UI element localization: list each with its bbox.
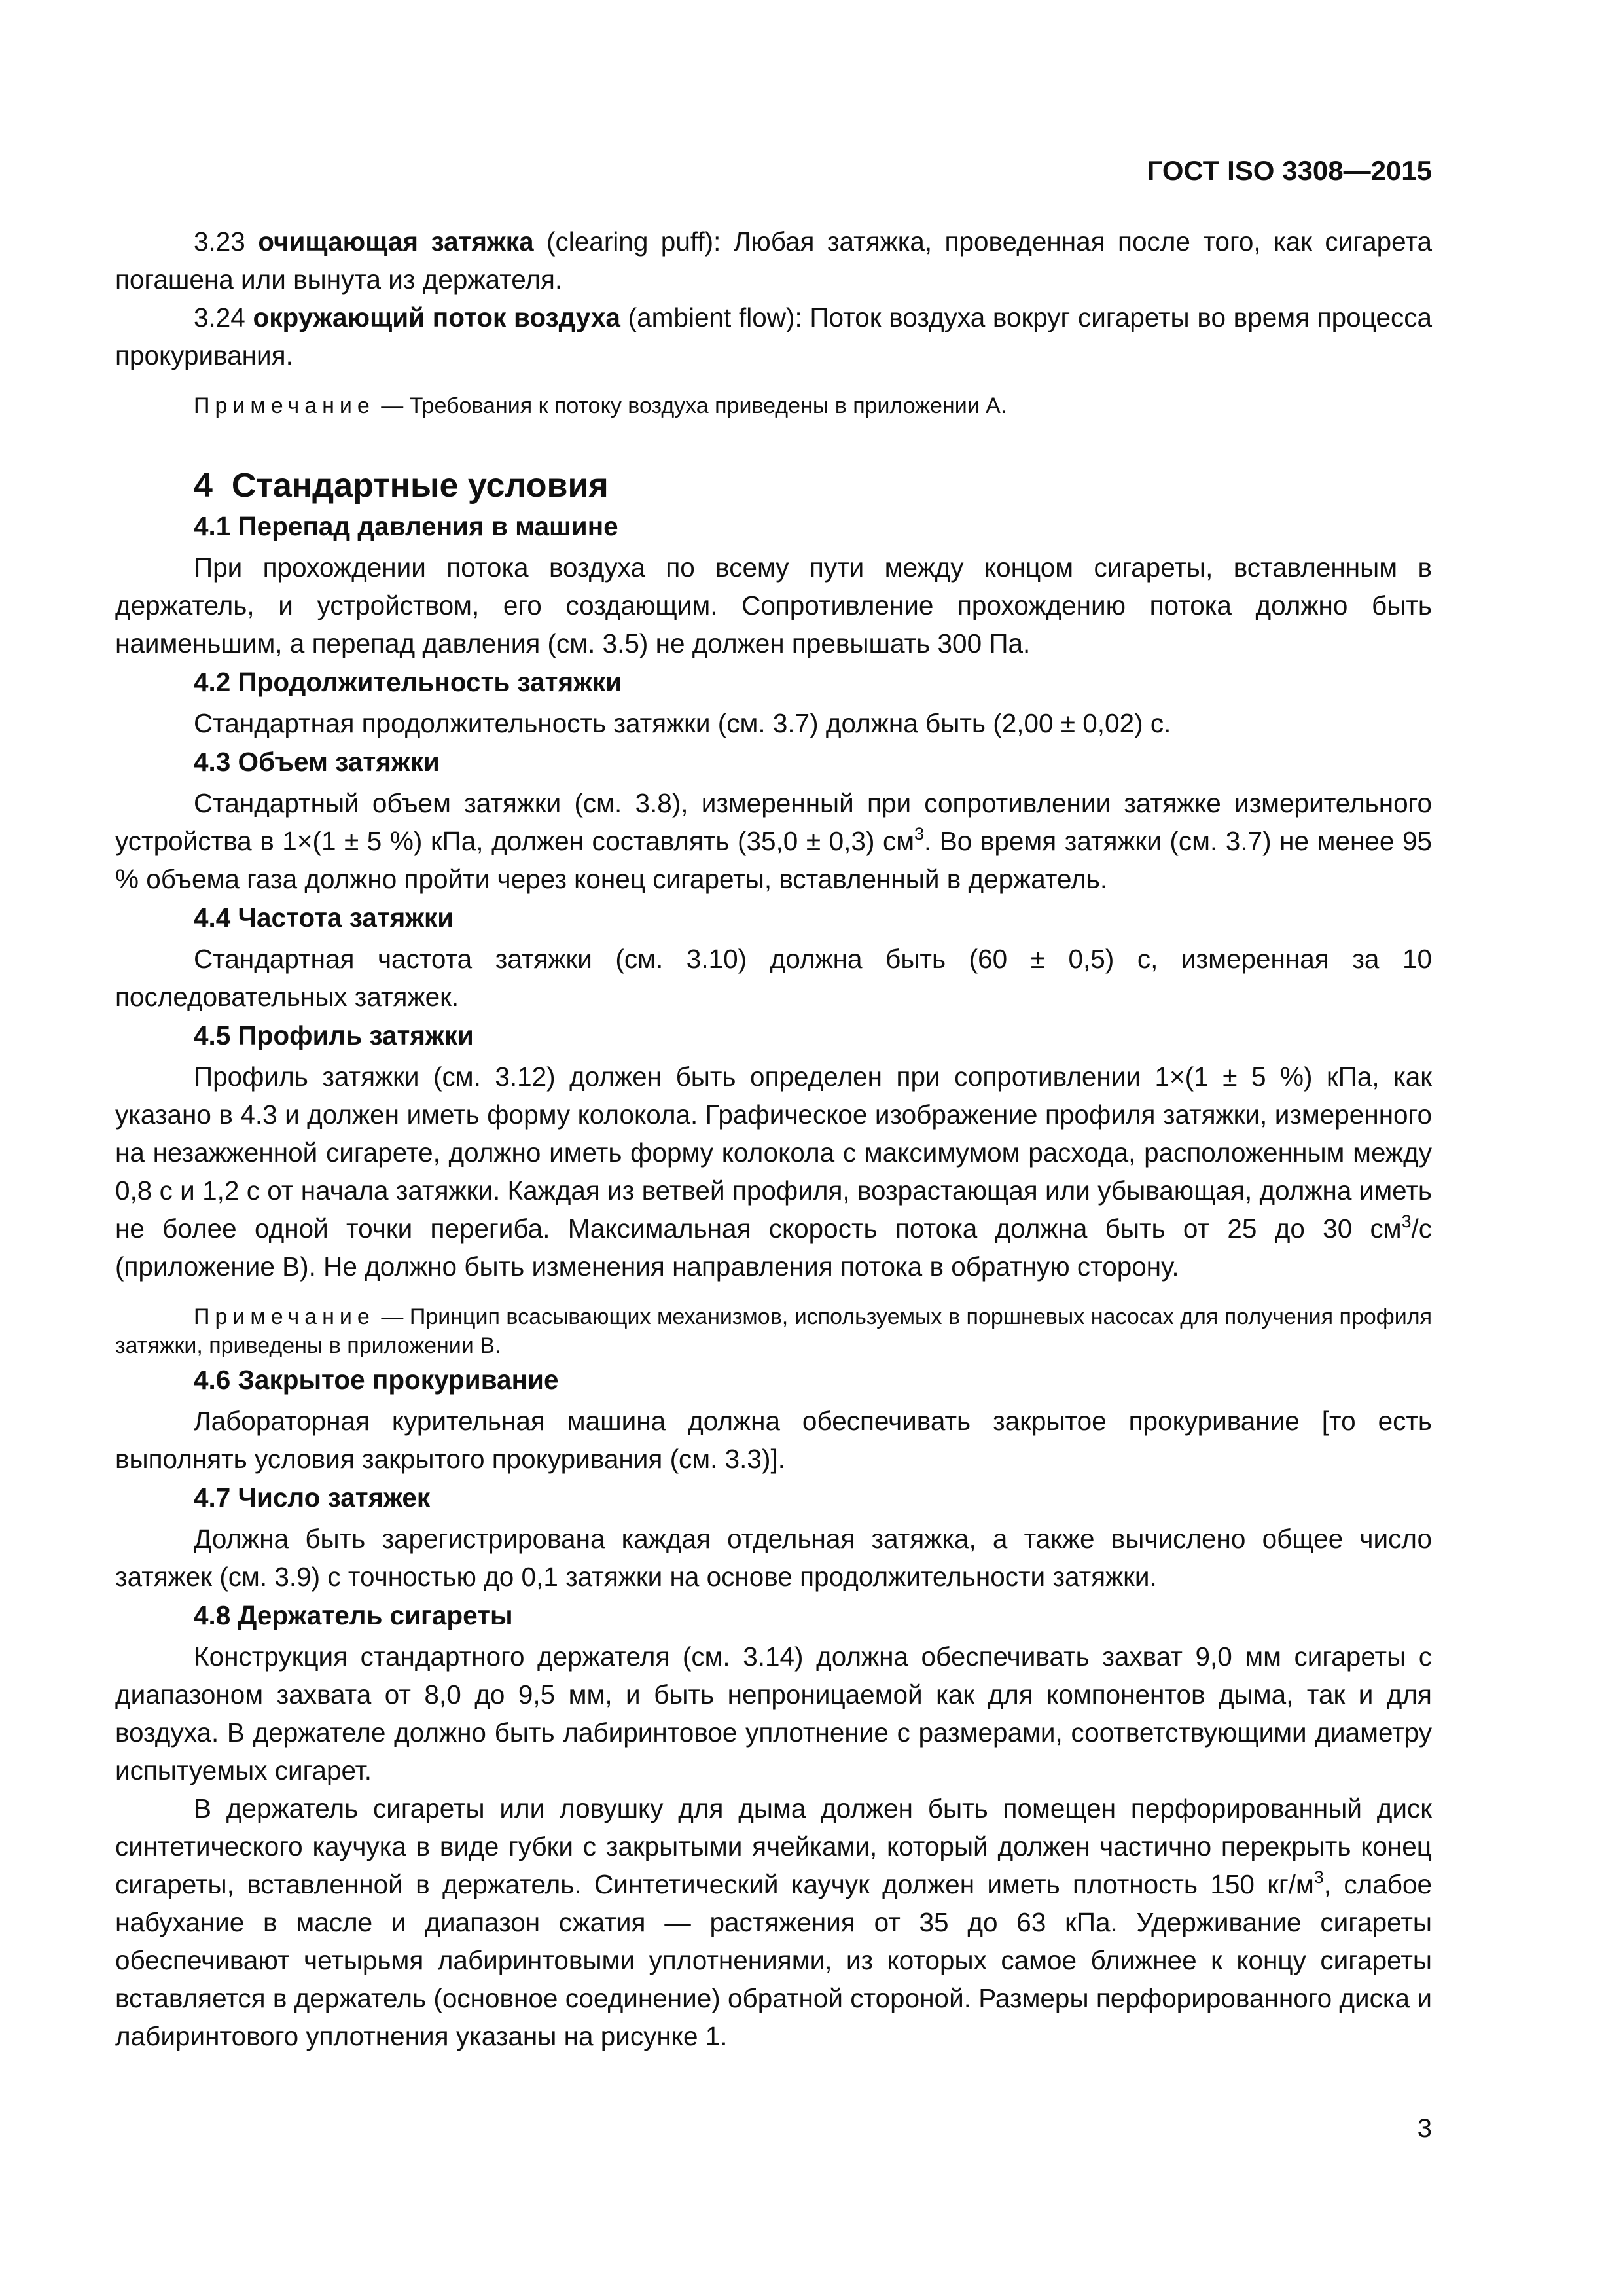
subsection-heading-4-2: 4.2 Продолжительность затяжки [194, 667, 622, 697]
term-name: окружающий поток воздуха [253, 302, 620, 332]
subsection-text-4-1: При прохождении потока воздуха по всему пути между концом сигареты, вставленным в держатель, и устройством, его создающим. Сопротивление прохождению потока должно быть наименьшим, а перепад давления (см. 3.5) не должен превышать 300 Па. [115, 552, 1432, 658]
subsection-heading-4-5: 4.5 Профиль затяжки [194, 1020, 474, 1050]
superscript: 3 [914, 823, 924, 844]
page-number: 3 [1417, 2114, 1432, 2143]
subsection-text-4-7: Должна быть зарегистрирована каждая отдельная затяжка, а также вычислено общее число затяжек (см. 3.9) с точностью до 0,1 затяжки на основе продолжительности затяжки. [115, 1524, 1432, 1592]
note-text: — Требования к потоку воздуха приведены в приложении А. [381, 393, 1007, 418]
text-part: , слабое набухание в масле и диапазон сжатия — растяжения от 35 до 63 кПа. Удерживание сигареты обеспечивают четырьмя лабиринтовыми уплотнениями, из которых самое ближнее к концу сигареты вставляется в держатель (основное соединение) обратной стороной. Размеры перфорированного диска и лабиринтового уплотнения указаны на рисунке 1. [115, 1869, 1432, 2051]
subsection-heading-4-8: 4.8 Держатель сигареты [194, 1600, 513, 1630]
note-air-flow [115, 391, 1432, 420]
subsection-heading-4-7: 4.7 Число затяжек [194, 1482, 431, 1513]
text-part: /с (приложение В). Не должно быть изменения направления потока в обратную сторону. [115, 1213, 1432, 1282]
subsection-text-4-5 [115, 1058, 1432, 1285]
term-definition: (clearing puff): Любая затяжка, проведенная после того, как сигарета погашена или вынута из держателя. [115, 226, 1432, 295]
note-text: — Принцип всасывающих механизмов, используемых в поршневых насосах для получения профиля затяжки, приведены в приложении В. [115, 1304, 1433, 1358]
section-number: 4 [194, 467, 213, 505]
term-3-24 [115, 298, 1432, 374]
subsection-text-4-4: Стандартная частота затяжки (см. 3.10) должна быть (60 ± 0,5) с, измеренная за 10 последовательных затяжек. [115, 944, 1432, 1012]
superscript: 3 [1401, 1211, 1412, 1231]
superscript: 3 [1313, 1867, 1324, 1887]
subsection-text-4-8-p2 [115, 1789, 1432, 2055]
term-name: очищающая затяжка [258, 226, 534, 257]
subsection-heading-4-4: 4.4 Частота затяжки [194, 903, 454, 933]
note-label: Примечание [194, 1304, 375, 1329]
page-content [115, 223, 1432, 2055]
section-title: Стандартные условия [231, 467, 609, 505]
term-number: 3.23 [194, 226, 245, 257]
note-suction-mechanisms [115, 1302, 1432, 1360]
term-definition: (ambient flow): Поток воздуха вокруг сигареты во время процесса прокуривания. [115, 302, 1432, 370]
subsection-heading-4-1: 4.1 Перепад давления в машине [194, 511, 618, 541]
subsection-text-4-2: Стандартная продолжительность затяжки (см. 3.7) должна быть (2,00 ± 0,02) с. [194, 708, 1171, 738]
section-heading [115, 465, 1432, 507]
subsection-text-4-8-p1: Конструкция стандартного держателя (см. 3.14) должна обеспечивать захват 9,0 мм сигареты с диапазоном захвата от 8,0 до 9,5 мм, и быть непроницаемой как для компонентов дыма, так и для воздуха. В держателе должно быть лабиринтовое уплотнение с размерами, соответствующими диаметру испытуемых сигарет. [115, 1641, 1432, 1785]
text-part: Стандартный объем затяжки (см. 3.8), измеренный при сопротивлении затяжке измерительного устройства в 1×(1 ± 5 %) кПа, должен составлять (35,0 ± 0,3) см [115, 788, 1432, 856]
term-3-23 [115, 223, 1432, 298]
subsection-text-4-6: Лабораторная курительная машина должна обеспечивать закрытое прокуривание [то есть выполнять условия закрытого прокуривания (см. 3.3)]. [115, 1406, 1432, 1474]
text-part: Профиль затяжки (см. 3.12) должен быть определен при сопротивлении 1×(1 ± 5 %) кПа, как указано в 4.3 и должен иметь форму колокола. Графическое изображение профиля затяжки, измеренного на незажженной сигарете, должно иметь форму колокола с максимумом расхода, расположенным между 0,8 с и 1,2 с от начала затяжки. Каждая из ветвей профиля, возрастающая или убывающая, должна иметь не более одной точки перегиба. Максимальная скорость потока должна быть от 25 до 30 см [115, 1062, 1432, 1244]
note-label: Примечание [194, 393, 375, 418]
text-part: В держатель сигареты или ловушку для дыма должен быть помещен перфорированный диск синтетического каучука в виде губки с закрытыми ячейками, который должен частично перекрыть конец сигареты, вставленной в держатель. Синтетический каучук должен иметь плотность 150 кг/м [115, 1793, 1432, 1899]
subsection-heading-4-3: 4.3 Объем затяжки [194, 747, 440, 777]
subsection-heading-4-6: 4.6 Закрытое прокуривание [194, 1365, 559, 1395]
subsection-text-4-3 [115, 784, 1432, 898]
text-part: . Во время затяжки (см. 3.7) не менее 95 % объема газа должно пройти через конец сигареты, вставленный в держатель. [115, 826, 1432, 894]
document-header: ГОСТ ISO 3308—2015 [1147, 155, 1432, 186]
term-number: 3.24 [194, 302, 245, 332]
